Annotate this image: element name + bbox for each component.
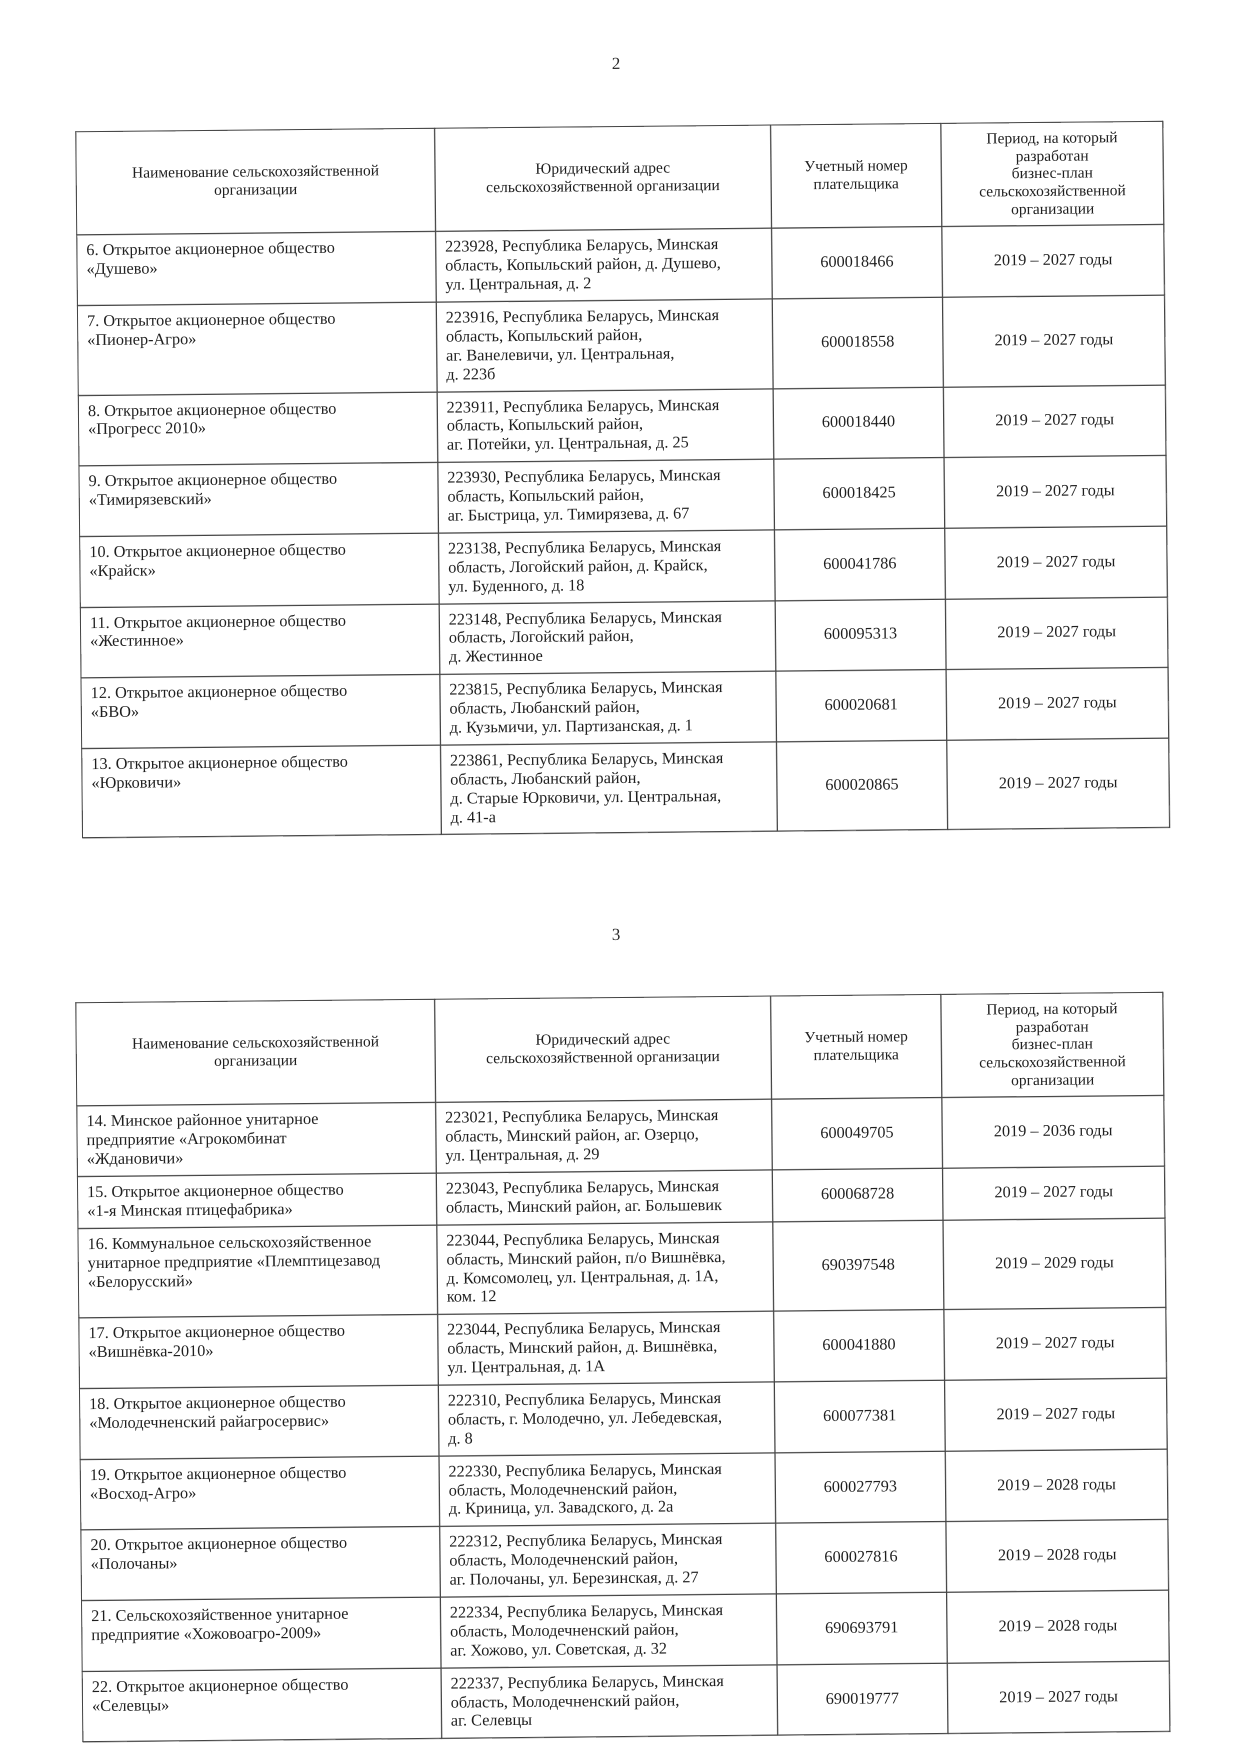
table-row [82, 1661, 1170, 1742]
org-name-cell: 19. Открытое акционерное общество «Восход-Агро» [80, 1456, 439, 1530]
org-payer-number-cell: 690693791 [776, 1593, 947, 1665]
org-address-cell: 222312, Республика Беларусь, Минская область, Молодечненский район, аг. Полочаны, ул. Березинская, д. 27 [440, 1524, 777, 1598]
org-payer-number-cell: 600020865 [776, 740, 948, 831]
org-payer-number-cell: 600018466 [771, 227, 942, 299]
org-address-cell: 223148, Республика Беларусь, Минская область, Логойский район, д. Жестинное [439, 601, 776, 675]
org-address-cell: 222310, Республика Беларусь, Минская область, г. Молодечно, ул. Лебедевская, д. 8 [438, 1382, 775, 1456]
org-period-cell: 2019 – 2027 годы [942, 225, 1164, 298]
org-payer-number-cell: 600041880 [773, 1310, 944, 1382]
org-period-cell: 2019 – 2027 годы [947, 1661, 1169, 1734]
org-period-cell: 2019 – 2028 годы [947, 1591, 1169, 1664]
org-payer-number-cell: 600041786 [774, 528, 945, 600]
org-name-cell: 13. Открытое акционерное общество «Юрковичи» [82, 745, 442, 838]
table-row [80, 526, 1168, 607]
org-address-cell: 223044, Республика Беларусь, Минская область, Минский район, д. Вишнёвка, ул. Центральная, д. 1А [437, 1312, 774, 1386]
table-header-row [76, 993, 1164, 1107]
org-name-cell: 16. Коммунальное сельскохозяйственное унитарное предприятие «Племптицезавод «Белорусский» [78, 1225, 438, 1318]
column-header-organization-name: Наименование сельскохозяйственной организации [76, 128, 436, 235]
column-header-payer-number: Учетный номер плательщика [770, 123, 942, 228]
org-payer-number-cell: 600018425 [773, 458, 944, 530]
table-row [79, 1379, 1167, 1460]
table-row [81, 1520, 1169, 1601]
org-name-cell: 6. Открытое акционерное общество «Душево» [77, 232, 436, 306]
org-name-cell: 20. Открытое акционерное общество «Полочаны» [81, 1527, 440, 1601]
table-row [80, 1449, 1168, 1530]
org-payer-number-cell: 600095313 [775, 599, 946, 671]
org-period-cell: 2019 – 2027 годы [945, 526, 1167, 599]
table-row [79, 455, 1167, 536]
organizations-table-page-2 [75, 121, 1170, 839]
org-address-cell: 223815, Республика Беларусь, Минская область, Любанский район, д. Кузьмичи, ул. Партизанская, д. 1 [440, 671, 777, 745]
table-row [77, 295, 1165, 395]
column-header-payer-number: Учетный номер плательщика [770, 995, 942, 1100]
org-period-cell: 2019 – 2027 годы [944, 1308, 1166, 1381]
table-row [79, 1308, 1167, 1389]
table-row [78, 385, 1166, 466]
org-payer-number-cell: 600068728 [772, 1169, 943, 1222]
table-body [77, 1096, 1170, 1742]
org-address-cell: 222330, Республика Беларусь, Минская область, Молодечненский район, д. Криница, ул. Завадского, д. 2а [439, 1453, 776, 1527]
org-period-cell: 2019 – 2027 годы [947, 738, 1170, 830]
org-address-cell: 223021, Республика Беларусь, Минская область, Минский район, аг. Озерцо, ул. Центральная, д. 29 [435, 1100, 772, 1174]
column-header-business-plan-period: Период, на который разработан бизнес-план сельскохозяйственной организации [941, 993, 1164, 1098]
org-period-cell: 2019 – 2028 годы [945, 1449, 1167, 1522]
org-period-cell: 2019 – 2027 годы [945, 597, 1167, 670]
table-row [77, 1096, 1165, 1177]
document-page-3 [0, 828, 1240, 1744]
page-number: 2 [611, 53, 622, 74]
column-header-business-plan-period: Период, на который разработан бизнес-план сельскохозяйственной организации [941, 121, 1164, 226]
org-period-cell: 2019 – 2029 годы [943, 1218, 1166, 1310]
org-name-cell: 10. Открытое акционерное общество «Крайск» [80, 533, 439, 607]
column-header-legal-address: Юридический адрес сельскохозяйственной организации [434, 996, 771, 1103]
org-payer-number-cell: 600027816 [775, 1522, 946, 1594]
org-name-cell: 12. Открытое акционерное общество «БВО» [81, 674, 440, 748]
org-name-cell: 18. Открытое акционерное общество «Молодечненский райагросервис» [79, 1386, 438, 1460]
org-name-cell: 11. Открытое акционерное общество «Жестинное» [80, 604, 439, 678]
org-payer-number-cell: 600020681 [776, 670, 947, 742]
org-payer-number-cell: 600049705 [771, 1098, 942, 1170]
org-address-cell: 223916, Республика Беларусь, Минская область, Копыльский район, аг. Ванелевичи, ул. Центральная, д. 223б [436, 299, 773, 392]
org-address-cell: 223044, Республика Беларусь, Минская область, Минский район, п/о Вишнёвка, д. Комсомолец, ул. Центральная, д. 1А, ком. 12 [437, 1222, 774, 1315]
org-period-cell: 2019 – 2028 годы [946, 1520, 1168, 1593]
org-payer-number-cell: 600018558 [772, 297, 944, 388]
org-address-cell: 223043, Республика Беларусь, Минская область, Минский район, аг. Большевик [436, 1170, 772, 1225]
table-header-row [76, 121, 1164, 235]
org-period-cell: 2019 – 2036 годы [942, 1096, 1164, 1169]
page-number: 3 [611, 925, 622, 945]
table-row [82, 738, 1170, 838]
org-period-cell: 2019 – 2027 годы [943, 385, 1165, 458]
table-row [78, 1218, 1166, 1318]
org-address-cell: 223930, Республика Беларусь, Минская область, Копыльский район, аг. Быстрица, ул. Тимирязева, д. 67 [438, 459, 775, 533]
column-header-organization-name: Наименование сельскохозяйственной организации [76, 1000, 436, 1107]
table-row [77, 225, 1165, 306]
org-payer-number-cell: 600027793 [775, 1451, 946, 1523]
org-address-cell: 222334, Республика Беларусь, Минская область, Молодечненский район, аг. Хожово, ул. Советская, д. 32 [440, 1594, 777, 1668]
organizations-table-page-3 [75, 992, 1170, 1743]
org-name-cell: 8. Открытое акционерное общество «Прогресс 2010» [78, 392, 437, 466]
org-name-cell: 14. Минское районное унитарное предприятие «Агрокомбинат «Ждановичи» [77, 1103, 436, 1177]
org-name-cell: 9. Открытое акционерное общество «Тимирязевский» [79, 462, 438, 536]
org-name-cell: 7. Открытое акционерное общество «Пионер-Агро» [77, 302, 437, 395]
org-period-cell: 2019 – 2027 годы [943, 1167, 1165, 1221]
org-address-cell: 222337, Республика Беларусь, Минская область, Молодечненский район, аг. Селевцы [441, 1665, 778, 1739]
org-address-cell: 223911, Республика Беларусь, Минская область, Копыльский район, аг. Потейки, ул. Центральная, д. 25 [437, 389, 774, 463]
table-row [82, 1591, 1170, 1672]
table-row [81, 667, 1169, 748]
org-name-cell: 17. Открытое акционерное общество «Вишнёвка-2010» [79, 1315, 438, 1389]
org-period-cell: 2019 – 2027 годы [946, 667, 1168, 740]
org-address-cell: 223928, Республика Беларусь, Минская область, Копыльский район, д. Душево, ул. Центральная, д. 2 [435, 228, 772, 302]
table-body [77, 225, 1170, 839]
org-period-cell: 2019 – 2027 годы [945, 1379, 1167, 1452]
document-page-2 [0, 0, 1240, 839]
org-name-cell: 22. Открытое акционерное общество «Селевцы» [82, 1668, 441, 1742]
org-payer-number-cell: 600077381 [774, 1381, 945, 1453]
org-name-cell: 15. Открытое акционерное общество «1-я Минская птицефабрика» [77, 1174, 436, 1229]
org-period-cell: 2019 – 2027 годы [944, 455, 1166, 528]
column-header-legal-address: Юридический адрес сельскохозяйственной организации [434, 125, 771, 232]
table-row [80, 597, 1168, 678]
org-payer-number-cell: 600018440 [773, 387, 944, 459]
org-payer-number-cell: 690397548 [772, 1221, 944, 1312]
org-payer-number-cell: 690019777 [777, 1663, 948, 1735]
org-address-cell: 223138, Республика Беларусь, Минская область, Логойский район, д. Крайск, ул. Буденного, д. 18 [438, 530, 775, 604]
org-period-cell: 2019 – 2027 годы [943, 295, 1166, 387]
org-address-cell: 223861, Республика Беларусь, Минская область, Любанский район, д. Старые Юрковичи, ул. Центральная, д. 41-а [440, 742, 777, 835]
org-name-cell: 21. Сельскохозяйственное унитарное предприятие «Хожовоагро-2009» [82, 1598, 441, 1672]
